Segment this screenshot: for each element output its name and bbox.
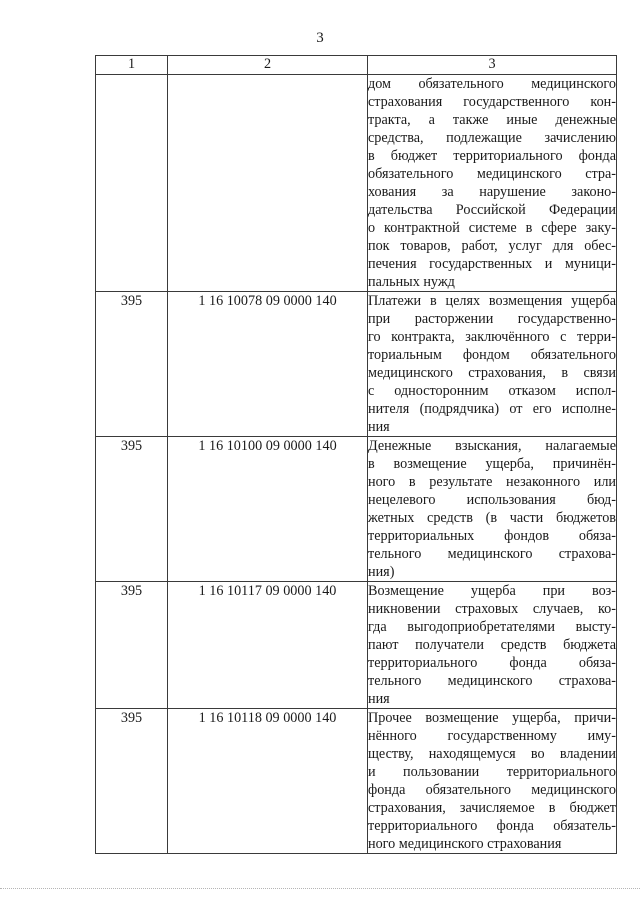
revenue-description-cell bbox=[368, 292, 617, 437]
table-row bbox=[96, 437, 617, 582]
description-line: Платежи в целях возмещения ущерба bbox=[368, 293, 616, 309]
description-line: фонда обязательного медицинского bbox=[368, 782, 616, 798]
table-row bbox=[96, 75, 617, 292]
description-line: и пользовании территориального bbox=[368, 764, 616, 780]
admin-code-cell bbox=[96, 75, 168, 292]
revenue-description-cell bbox=[368, 582, 617, 709]
description-line: о контрактной системе в сфере заку- bbox=[368, 220, 616, 236]
table-header-row bbox=[96, 56, 617, 75]
description-line: хования за нарушение законо- bbox=[368, 184, 616, 200]
description-line: го контракта, заключённого с терри- bbox=[368, 329, 616, 345]
description-line: в бюджет территориального фонда bbox=[368, 148, 616, 164]
description-line: тельного медицинского страхова- bbox=[368, 546, 616, 562]
description-line: ния bbox=[368, 419, 390, 435]
description-line: пок товаров, работ, услуг для обес- bbox=[368, 238, 616, 254]
description-line: территориального фонда обязатель- bbox=[368, 818, 616, 834]
budget-classification-code-cell: 1 16 10078 09 0000 140 bbox=[168, 292, 368, 437]
description-line: ния) bbox=[368, 564, 395, 580]
column-header-1: 1 bbox=[96, 56, 168, 75]
revenue-description-cell bbox=[368, 437, 617, 582]
description-line: нённого государственному иму- bbox=[368, 728, 616, 744]
page-number: 3 bbox=[316, 30, 324, 46]
description-line: печения государственных и муници- bbox=[368, 256, 616, 272]
description-line: ториальным фондом обязательного bbox=[368, 347, 616, 363]
description-line: Возмещение ущерба при воз- bbox=[368, 583, 616, 599]
description-line: страхования, зачисляемое в бюджет bbox=[368, 800, 616, 816]
description-line: пальных нужд bbox=[368, 274, 455, 290]
description-line: медицинского страхования, в связи bbox=[368, 365, 616, 381]
description-line: нецелевого использования бюд- bbox=[368, 492, 616, 508]
description-line: ного медицинского страхования bbox=[368, 836, 562, 852]
revenue-description-cell bbox=[368, 75, 617, 292]
table-row bbox=[96, 292, 617, 437]
description-line: гда выгодоприобретателями высту- bbox=[368, 619, 616, 635]
admin-code-cell: 395 bbox=[96, 437, 168, 582]
description-line: территориального фонда обяза- bbox=[368, 655, 616, 671]
description-line: ного в результате незаконного или bbox=[368, 474, 616, 490]
budget-classification-code-cell: 1 16 10117 09 0000 140 bbox=[168, 582, 368, 709]
description-line: пают получатели средств бюджета bbox=[368, 637, 616, 653]
budget-codes-table bbox=[95, 55, 617, 854]
table-row bbox=[96, 709, 617, 854]
description-line: нителя (подрядчика) от его исполне- bbox=[368, 401, 616, 417]
admin-code-cell: 395 bbox=[96, 292, 168, 437]
scan-artifact-dots bbox=[0, 888, 640, 891]
description-line: Денежные взыскания, налагаемые bbox=[368, 438, 616, 454]
description-line: территориальных фондов обяза- bbox=[368, 528, 616, 544]
description-line: тракта, а также иные денежные bbox=[368, 112, 616, 128]
budget-classification-code-cell: 1 16 10100 09 0000 140 bbox=[168, 437, 368, 582]
description-line: ния bbox=[368, 691, 390, 707]
revenue-description-cell bbox=[368, 709, 617, 854]
description-line: Прочее возмещение ущерба, причи- bbox=[368, 710, 616, 726]
budget-classification-code-cell bbox=[168, 75, 368, 292]
description-line: никновении страховых случаев, ко- bbox=[368, 601, 616, 617]
description-line: ществу, находящемуся во владении bbox=[368, 746, 616, 762]
description-line: дательства Российской Федерации bbox=[368, 202, 616, 218]
description-line: в возмещение ущерба, причинён- bbox=[368, 456, 616, 472]
description-line: обязательного медицинского стра- bbox=[368, 166, 616, 182]
admin-code-cell: 395 bbox=[96, 582, 168, 709]
description-line: при расторжении государственно- bbox=[368, 311, 616, 327]
description-line: жетных средств (в части бюджетов bbox=[368, 510, 616, 526]
description-line: средства, подлежащие зачислению bbox=[368, 130, 616, 146]
admin-code-cell: 395 bbox=[96, 709, 168, 854]
table-row bbox=[96, 582, 617, 709]
description-line: тельного медицинского страхова- bbox=[368, 673, 616, 689]
budget-classification-code-cell: 1 16 10118 09 0000 140 bbox=[168, 709, 368, 854]
description-line: дом обязательного медицинского bbox=[368, 76, 616, 92]
description-line: страхования государственного кон- bbox=[368, 94, 616, 110]
description-line: с односторонним отказом испол- bbox=[368, 383, 616, 399]
column-header-3: 3 bbox=[368, 56, 617, 75]
column-header-2: 2 bbox=[168, 56, 368, 75]
